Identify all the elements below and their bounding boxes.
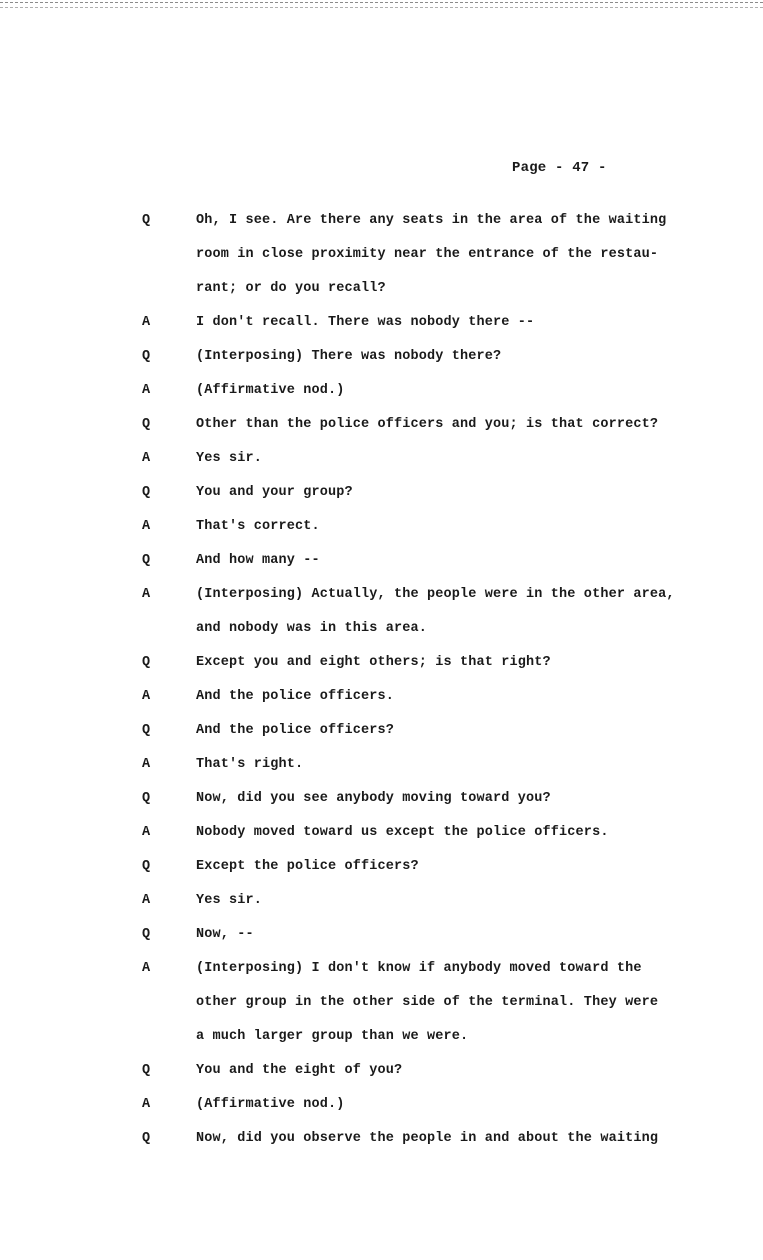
page-top-edge — [0, 2, 763, 8]
transcript-line: (Affirmative nod.) — [196, 383, 345, 398]
transcript-line: (Interposing) I don't know if anybody moved toward the — [196, 961, 642, 976]
speaker-label: A — [142, 519, 151, 534]
speaker-label: A — [142, 587, 151, 602]
transcript-line: I don't recall. There was nobody there -- — [196, 315, 535, 330]
transcript-line: (Affirmative nod.) — [196, 1097, 345, 1112]
transcript-line: Oh, I see. Are there any seats in the area of the waiting — [196, 213, 667, 228]
speaker-label: A — [142, 893, 151, 908]
speaker-label: A — [142, 451, 151, 466]
speaker-label: A — [142, 689, 151, 704]
speaker-label: Q — [142, 553, 151, 568]
transcript-line: Yes sir. — [196, 893, 263, 908]
transcript-line: Other than the police officers and you; is that correct? — [196, 417, 659, 432]
transcript-line: Now, did you observe the people in and about the waiting — [196, 1131, 659, 1146]
speaker-label: Q — [142, 485, 151, 500]
speaker-label: A — [142, 383, 151, 398]
transcript-line: a much larger group than we were. — [196, 1029, 469, 1044]
transcript-line: other group in the other side of the terminal. They were — [196, 995, 659, 1010]
transcript-line: and nobody was in this area. — [196, 621, 428, 636]
transcript-line: You and the eight of you? — [196, 1063, 403, 1078]
transcript-line: (Interposing) Actually, the people were in the other area, — [196, 587, 675, 602]
transcript-line: Now, did you see anybody moving toward you? — [196, 791, 551, 806]
transcript-line: And the police officers? — [196, 723, 395, 738]
speaker-label: Q — [142, 1063, 151, 1078]
speaker-label: Q — [142, 927, 151, 942]
speaker-label: A — [142, 961, 151, 976]
speaker-label: Q — [142, 791, 151, 806]
speaker-label: Q — [142, 349, 151, 364]
transcript-line: rant; or do you recall? — [196, 281, 386, 296]
transcript-line: room in close proximity near the entrance of the restau- — [196, 247, 659, 262]
speaker-label: A — [142, 315, 151, 330]
speaker-label: A — [142, 825, 151, 840]
speaker-label: A — [142, 757, 151, 772]
speaker-label: Q — [142, 417, 151, 432]
transcript-line: Except the police officers? — [196, 859, 419, 874]
transcript-line: (Interposing) There was nobody there? — [196, 349, 502, 364]
speaker-label: Q — [142, 1131, 151, 1146]
speaker-label: Q — [142, 723, 151, 738]
transcript-line: And how many -- — [196, 553, 320, 568]
page-number: Page - 47 - — [512, 160, 607, 176]
speaker-label: Q — [142, 655, 151, 670]
transcript-line: Now, -- — [196, 927, 254, 942]
transcript-line: Except you and eight others; is that right? — [196, 655, 551, 670]
transcript-line: And the police officers. — [196, 689, 395, 704]
transcript-line: That's right. — [196, 757, 304, 772]
speaker-label: A — [142, 1097, 151, 1112]
speaker-label: Q — [142, 859, 151, 874]
transcript-line: You and your group? — [196, 485, 353, 500]
transcript-line: That's correct. — [196, 519, 320, 534]
transcript-line: Yes sir. — [196, 451, 263, 466]
transcript-line: Nobody moved toward us except the police officers. — [196, 825, 609, 840]
speaker-label: Q — [142, 213, 151, 228]
